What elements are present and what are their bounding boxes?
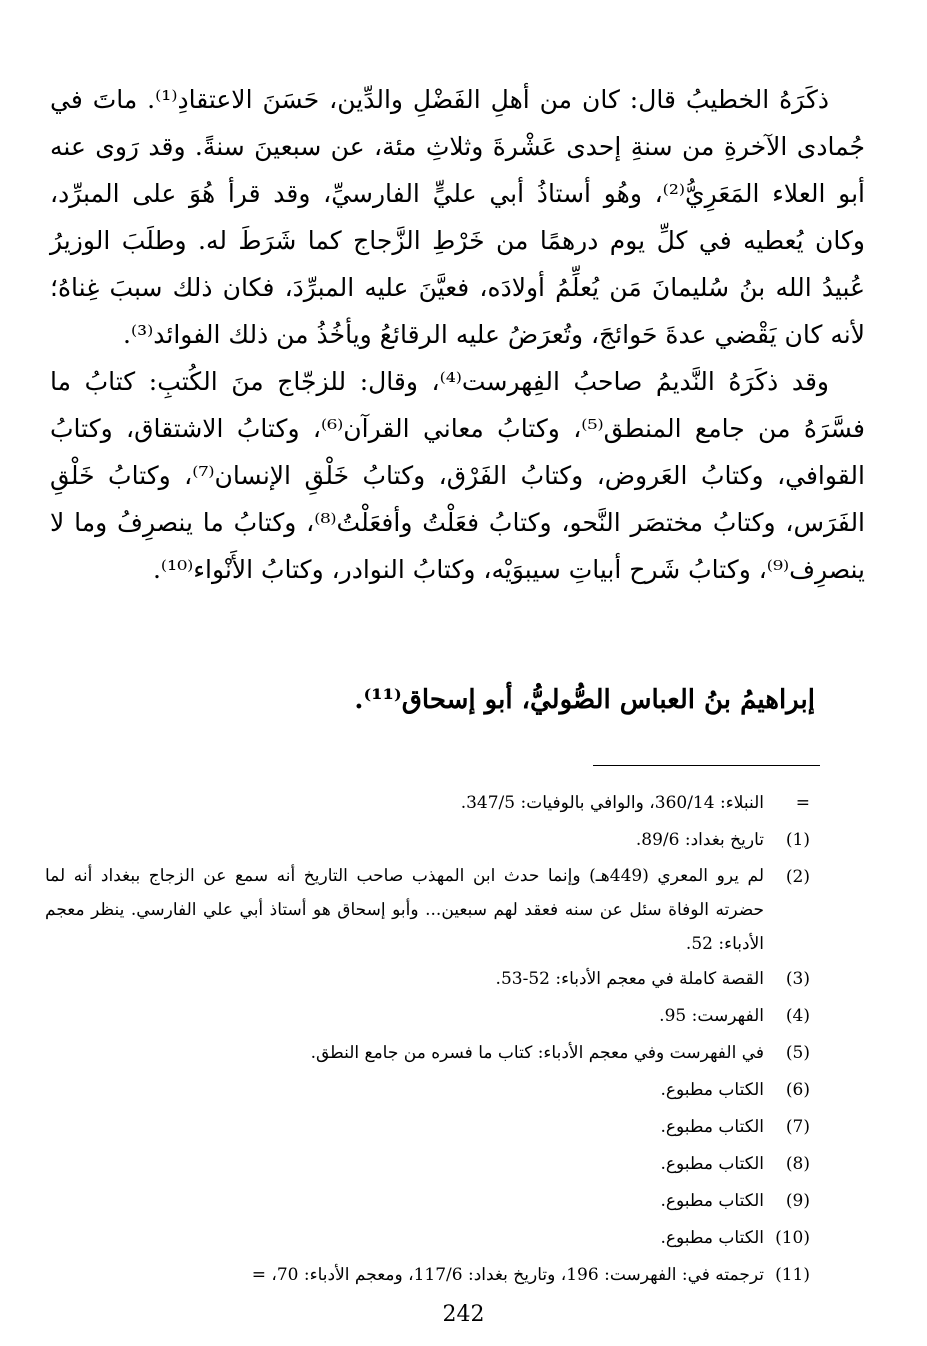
footnote-text: في الفهرست وفي معجم الأدباء: كتاب ما فسره من جامع النطق. [310,1043,764,1063]
footnote-item [45,961,810,998]
footnote-text: لم يرو المعري (449هـ) وإنما حدث ابن المهذب صاحب التاريخ أنه سمع عن الزجاج ببغداد أنه لما حضرته الوفاة سئل عن سنه فعقد لهم سبعين... وأبو إسحاق هو أستاذ أبي علي الفارسي. ينظر معجم الأدباء: 52. [45,866,764,954]
entry-heading: إبراهيمُ بنُ العباس الصُّوليُّ، أبو إسحاق⁽¹¹⁾. [354,685,815,715]
footnote-item [45,859,810,961]
footnote-marker: (5) [785,1043,810,1063]
footnote-text: ترجمته في: الفهرست: 196، وتاريخ بغداد: 117/6، ومعجم الأدباء: 70، = [251,1265,764,1285]
footnote-marker: (8) [785,1154,810,1174]
paragraph-zajjaj-books: وقد ذكَرَهُ النَّديمُ صاحبُ الفِهرست⁽⁴⁾، وقال: للزجّاج منَ الكُتبِ: كتابُ ما فسَّرَهُ من جامع المنطق⁽⁵⁾، وكتابُ معاني القرآن⁽⁶⁾، وكتابُ الاشتقاق، وكتابُ القوافي، وكتابُ العَروض، وكتابُ الفَرْق، وكتابُ خَلْقِ الإنسان⁽⁷⁾، وكتابُ خَلْقِ الفَرَس، وكتابُ مختصَر النَّحو، وكتابُ فعَلْتُ وأفعَلْتُ⁽⁸⁾، وكتابُ ما ينصرِفُ وما لا ينصرِف⁽⁹⁾، وكتابُ شَرح أبياتِ سيبوَيْه، وكتابُ النوادر، وكتابُ الأَنْواء⁽¹⁰⁾. [50,367,866,584]
paragraph-zajjaj-biography: ذكَرَهُ الخطيبُ قال: كان من أهلِ الفَضْلِ والدِّين، حَسَنَ الاعتقادِ⁽¹⁾. ماتَ في جُمادى الآخرةِ من سنةِ إحدى عَشْرةَ وثلاثِ مئة، عن سبعينَ سنةً. وقد رَوى عنه أبو العلاء المَعَرِيُّ⁽²⁾، وهُو أستاذُ أبي عليٍّ الفارسيِّ، وقد قرأ هُوَ على المبرِّد، وكان يُعطيه في كلِّ يوم درهمًا من خَرْطِ الزَّجاج كما شَرَطَ له. وطلَبَ الوزيرُ عُبيدُ الله بنُ سُليمانَ مَن يُعلِّمُ أولادَه، فعيَّنَ عليه المبرِّدَ، فكان ذلك سببَ غِناهُ؛ لأنه كان يَقْضي عدةَ حَوائجَ، وتُعرَضُ عليه الرقائعُ ويأخُذُ من ذلك الفوائد⁽³⁾. [50,85,865,349]
footnote-marker: (2) [785,867,810,887]
footnote-marker: (6) [785,1080,810,1100]
footnote-item [45,1146,810,1183]
footnote-item [45,822,810,859]
footnote-text: تاريخ بغداد: 89/6. [635,830,764,850]
footnote-marker: (9) [785,1191,810,1211]
footnote-text: الفهرست: 95. [659,1006,764,1026]
footnote-item [45,1072,810,1109]
footnote-text: الكتاب مطبوع. [660,1228,764,1248]
footnote-marker: (1) [785,830,810,850]
footnote-marker: (3) [785,969,810,989]
footnote-text: النبلاء: 360/14، والوافي بالوفيات: 347/5. [460,793,764,813]
footnote-text: الكتاب مطبوع. [660,1117,764,1137]
main-text [50,76,865,593]
footnote-marker: (7) [785,1117,810,1137]
footnote-marker: (10) [775,1228,810,1248]
page-number: 242 [442,1302,485,1327]
footnote-item [45,1257,810,1294]
footnote-text: الكتاب مطبوع. [660,1154,764,1174]
footnote-item [45,1220,810,1257]
footnote-item [45,1183,810,1220]
footnote-marker: (4) [785,1006,810,1026]
footnote-item [45,1035,810,1072]
footnote-item [45,998,810,1035]
footnote-marker: = [795,793,810,813]
footnote-item [45,785,810,822]
footnote-divider [593,765,820,766]
footnote-text: الكتاب مطبوع. [660,1191,764,1211]
footnotes [45,785,810,1294]
footnote-item [45,1109,810,1146]
footnote-text: الكتاب مطبوع. [660,1080,764,1100]
footnote-marker: (11) [775,1265,810,1285]
footnote-text: القصة كاملة في معجم الأدباء: 52-53. [495,969,764,989]
